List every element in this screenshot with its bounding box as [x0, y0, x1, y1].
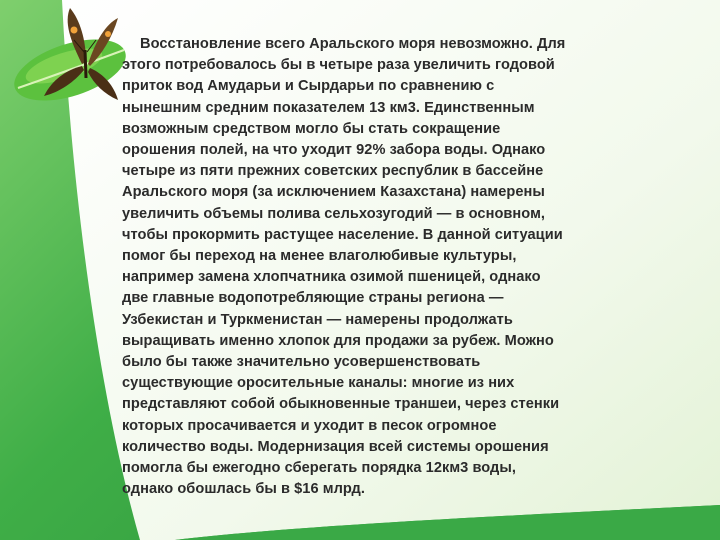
- text-line: было бы также значительно усовершенствовать: [122, 354, 481, 371]
- body-text: [122, 34, 670, 500]
- text-line: четыре из пяти прежних советских республик в бассейне: [122, 163, 544, 180]
- text-line: две главные водопотребляющие страны региона —: [122, 290, 504, 307]
- text-line: возможным средством могло бы стать сокращение: [122, 120, 501, 137]
- text-line: Восстановление всего Аральского моря невозможно. Для: [140, 36, 566, 52]
- text-line: помог бы переход на менее влаголюбивые культуры,: [122, 248, 517, 265]
- text-line: Аральского моря (за исключением Казахстана) намерены: [122, 184, 545, 201]
- text-line: однако обошлась бы в $16 млрд.: [122, 481, 365, 498]
- text-line: орошения полей, на что уходит 92% забора воды. Однако: [122, 142, 546, 159]
- text-line: существующие оросительные каналы: многие из них: [122, 375, 515, 392]
- leaf-icon: [7, 27, 133, 112]
- text-line: приток вод Амударьи и Сырдарьи по сравнению с: [122, 78, 495, 95]
- text-line: например замена хлопчатника озимой пшеницей, однако: [122, 269, 541, 286]
- text-line: выращивать именно хлопок для продажи за рубеж. Можно: [122, 332, 554, 349]
- text-line: чтобы прокормить растущее население. В данной ситуации: [122, 226, 563, 243]
- text-line: представляют собой обыкновенные траншеи, через стенки: [122, 396, 560, 413]
- text-line: этого потребовалось бы в четыре раза увеличить годовой: [122, 57, 555, 74]
- text-line: количество воды. Модернизация всей системы орошения: [122, 438, 549, 455]
- text-line: помогла бы ежегодно сберегать порядка 12км3 воды,: [122, 460, 516, 477]
- text-line: Узбекистан и Туркменистан — намерены продолжать: [122, 311, 513, 328]
- text-line: которых просачивается и уходит в песок огромное: [122, 417, 497, 434]
- text-line: нынешним средним показателем 13 км3. Единственным: [122, 99, 535, 116]
- text-line: увеличить объемы полива сельхозугодий — в основном,: [122, 205, 546, 222]
